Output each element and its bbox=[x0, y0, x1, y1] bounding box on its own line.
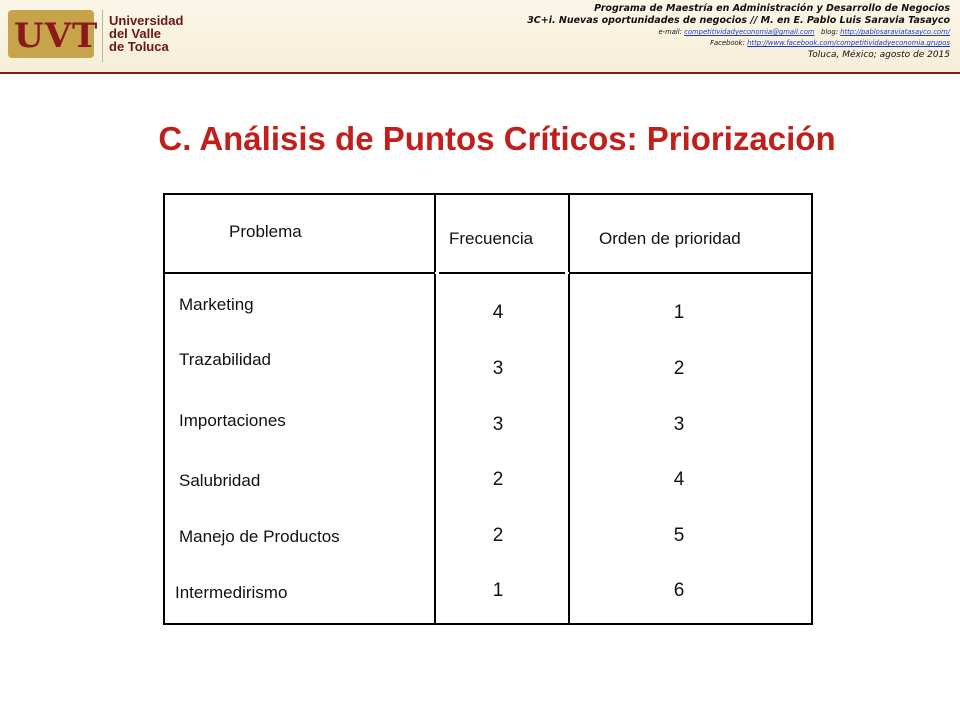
row-frequency: 3 bbox=[492, 358, 504, 379]
row-priority: 4 bbox=[673, 469, 685, 490]
slide-title: C. Análisis de Puntos Críticos: Priorización bbox=[158, 120, 836, 157]
header-divider-gap-1 bbox=[435, 272, 439, 274]
row-priority: 3 bbox=[673, 414, 685, 435]
row-problem: Salubridad bbox=[179, 471, 261, 490]
contact-line bbox=[350, 27, 950, 38]
blog-label: blog: bbox=[821, 28, 838, 36]
row-problem: Manejo de Productos bbox=[179, 527, 340, 546]
uvt-logo-text: UVT bbox=[14, 16, 99, 56]
blog-link[interactable]: http://pablosaraviatasayco.com/ bbox=[840, 28, 950, 36]
row-priority: 6 bbox=[673, 580, 685, 601]
facebook-label: Facebook: bbox=[710, 39, 745, 47]
row-frequency: 1 bbox=[492, 580, 504, 601]
column-divider-2 bbox=[568, 193, 570, 625]
row-frequency: 2 bbox=[492, 525, 504, 546]
university-name-line-3: de Toluca bbox=[109, 39, 169, 54]
header-divider bbox=[165, 272, 811, 274]
header-problem: Problema bbox=[229, 222, 302, 241]
header-priority: Orden de prioridad bbox=[599, 229, 741, 248]
header-rule bbox=[0, 72, 960, 74]
priority-table bbox=[163, 193, 813, 625]
uvt-logo-mark bbox=[8, 10, 99, 58]
header-band bbox=[0, 0, 960, 72]
university-name bbox=[109, 13, 184, 54]
row-problem: Marketing bbox=[179, 295, 254, 314]
email-label: e-mail: bbox=[658, 28, 682, 36]
header-frequency: Frecuencia bbox=[449, 229, 534, 248]
program-line: Programa de Maestría en Administración y Desarrollo de Negocios bbox=[594, 3, 950, 14]
course-line: 3C+i. Nuevas oportunidades de negocios // M. en E. Pablo Luis Saravia Tasayco bbox=[527, 15, 950, 26]
header-info bbox=[350, 3, 950, 61]
row-frequency: 3 bbox=[492, 414, 504, 435]
place-date: Toluca, México; agosto de 2015 bbox=[807, 50, 950, 60]
university-logo bbox=[8, 6, 184, 66]
facebook-link[interactable]: http://www.facebook.com/competitividadyeconomia.grupos bbox=[747, 39, 950, 47]
column-divider-1 bbox=[434, 193, 436, 625]
row-frequency: 2 bbox=[492, 469, 504, 490]
row-problem: Intermedirismo bbox=[175, 583, 288, 602]
university-name-line-1: Universidad bbox=[109, 13, 184, 28]
university-name-line-2: del Valle bbox=[109, 26, 162, 41]
logo-divider bbox=[102, 10, 103, 62]
row-priority: 1 bbox=[673, 302, 685, 323]
row-problem: Importaciones bbox=[179, 411, 286, 430]
email-link[interactable]: competitividadyeconomia@gmail.com bbox=[684, 28, 815, 36]
row-frequency: 4 bbox=[492, 302, 504, 323]
facebook-line bbox=[350, 38, 950, 49]
header-divider-gap-2 bbox=[565, 272, 569, 274]
row-priority: 2 bbox=[673, 358, 685, 379]
row-problem: Trazabilidad bbox=[179, 350, 271, 369]
row-priority: 5 bbox=[673, 525, 685, 546]
